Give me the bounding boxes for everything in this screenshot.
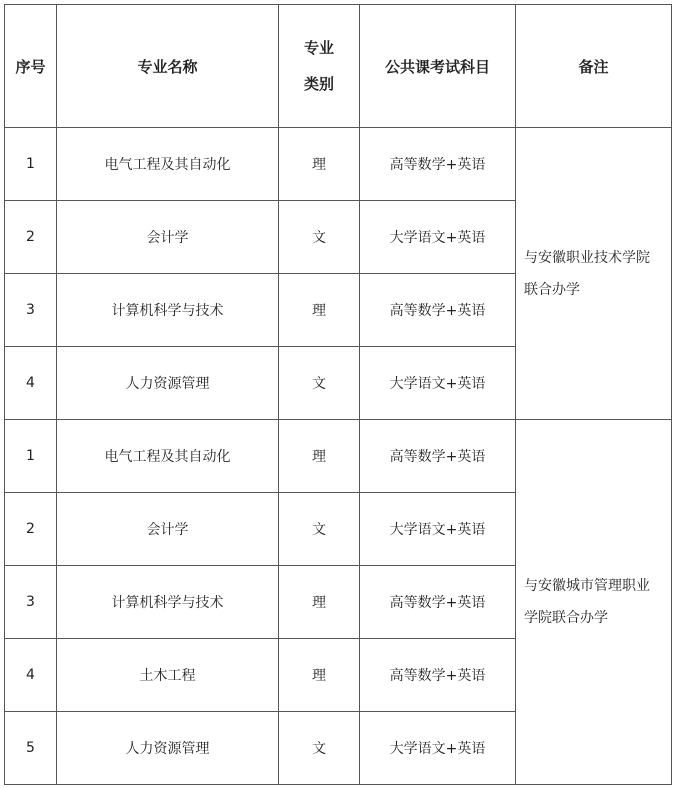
- cell-type: 理: [279, 639, 360, 712]
- cell-type: 文: [279, 712, 360, 785]
- table-header-row: [5, 5, 672, 128]
- cell-name: 电气工程及其自动化: [57, 128, 279, 201]
- table-row: [5, 420, 672, 493]
- cell-remark: [516, 128, 672, 420]
- cell-remark: [516, 420, 672, 785]
- cell-subjects: 高等数学+英语: [360, 566, 516, 639]
- cell-type: 文: [279, 347, 360, 420]
- cell-subjects: 大学语文+英语: [360, 712, 516, 785]
- cell-name: 计算机科学与技术: [57, 566, 279, 639]
- cell-subjects: 高等数学+英语: [360, 639, 516, 712]
- cell-no: 3: [5, 566, 57, 639]
- cell-no: 1: [5, 420, 57, 493]
- cell-name: 会计学: [57, 493, 279, 566]
- remark-line: 与安徽城市管理职业: [524, 578, 650, 594]
- cell-type: 理: [279, 420, 360, 493]
- cell-name: 人力资源管理: [57, 347, 279, 420]
- header-no: 序号: [5, 5, 57, 128]
- remark-line: 与安徽职业技术学院: [524, 249, 650, 266]
- remark-line: 学院联合办学: [524, 610, 608, 626]
- table-row: [5, 128, 672, 201]
- cell-name: 会计学: [57, 201, 279, 274]
- cell-type: 理: [279, 566, 360, 639]
- cell-no: 3: [5, 274, 57, 347]
- cell-name: 土木工程: [57, 639, 279, 712]
- cell-type: 文: [279, 493, 360, 566]
- cell-subjects: 大学语文+英语: [360, 347, 516, 420]
- cell-no: 4: [5, 347, 57, 420]
- header-type-line1: 专业: [303, 39, 334, 57]
- cell-name: 电气工程及其自动化: [57, 420, 279, 493]
- cell-subjects: 大学语文+英语: [360, 201, 516, 274]
- header-remark: 备注: [516, 5, 672, 128]
- cell-subjects: 高等数学+英语: [360, 420, 516, 493]
- cell-type: 理: [279, 274, 360, 347]
- remark-line: 联合办学: [524, 281, 580, 298]
- cell-no: 1: [5, 128, 57, 201]
- cell-subjects: 高等数学+英语: [360, 274, 516, 347]
- cell-no: 2: [5, 493, 57, 566]
- header-name: 专业名称: [57, 5, 279, 128]
- cell-name: 人力资源管理: [57, 712, 279, 785]
- cell-type: 理: [279, 128, 360, 201]
- majors-table: [4, 4, 672, 785]
- cell-no: 4: [5, 639, 57, 712]
- cell-type: 文: [279, 201, 360, 274]
- header-subjects: 公共课考试科目: [360, 5, 516, 128]
- header-type: [279, 5, 360, 128]
- cell-no: 5: [5, 712, 57, 785]
- cell-subjects: 大学语文+英语: [360, 493, 516, 566]
- header-type-line2: 类别: [303, 75, 334, 93]
- cell-no: 2: [5, 201, 57, 274]
- cell-subjects: 高等数学+英语: [360, 128, 516, 201]
- cell-name: 计算机科学与技术: [57, 274, 279, 347]
